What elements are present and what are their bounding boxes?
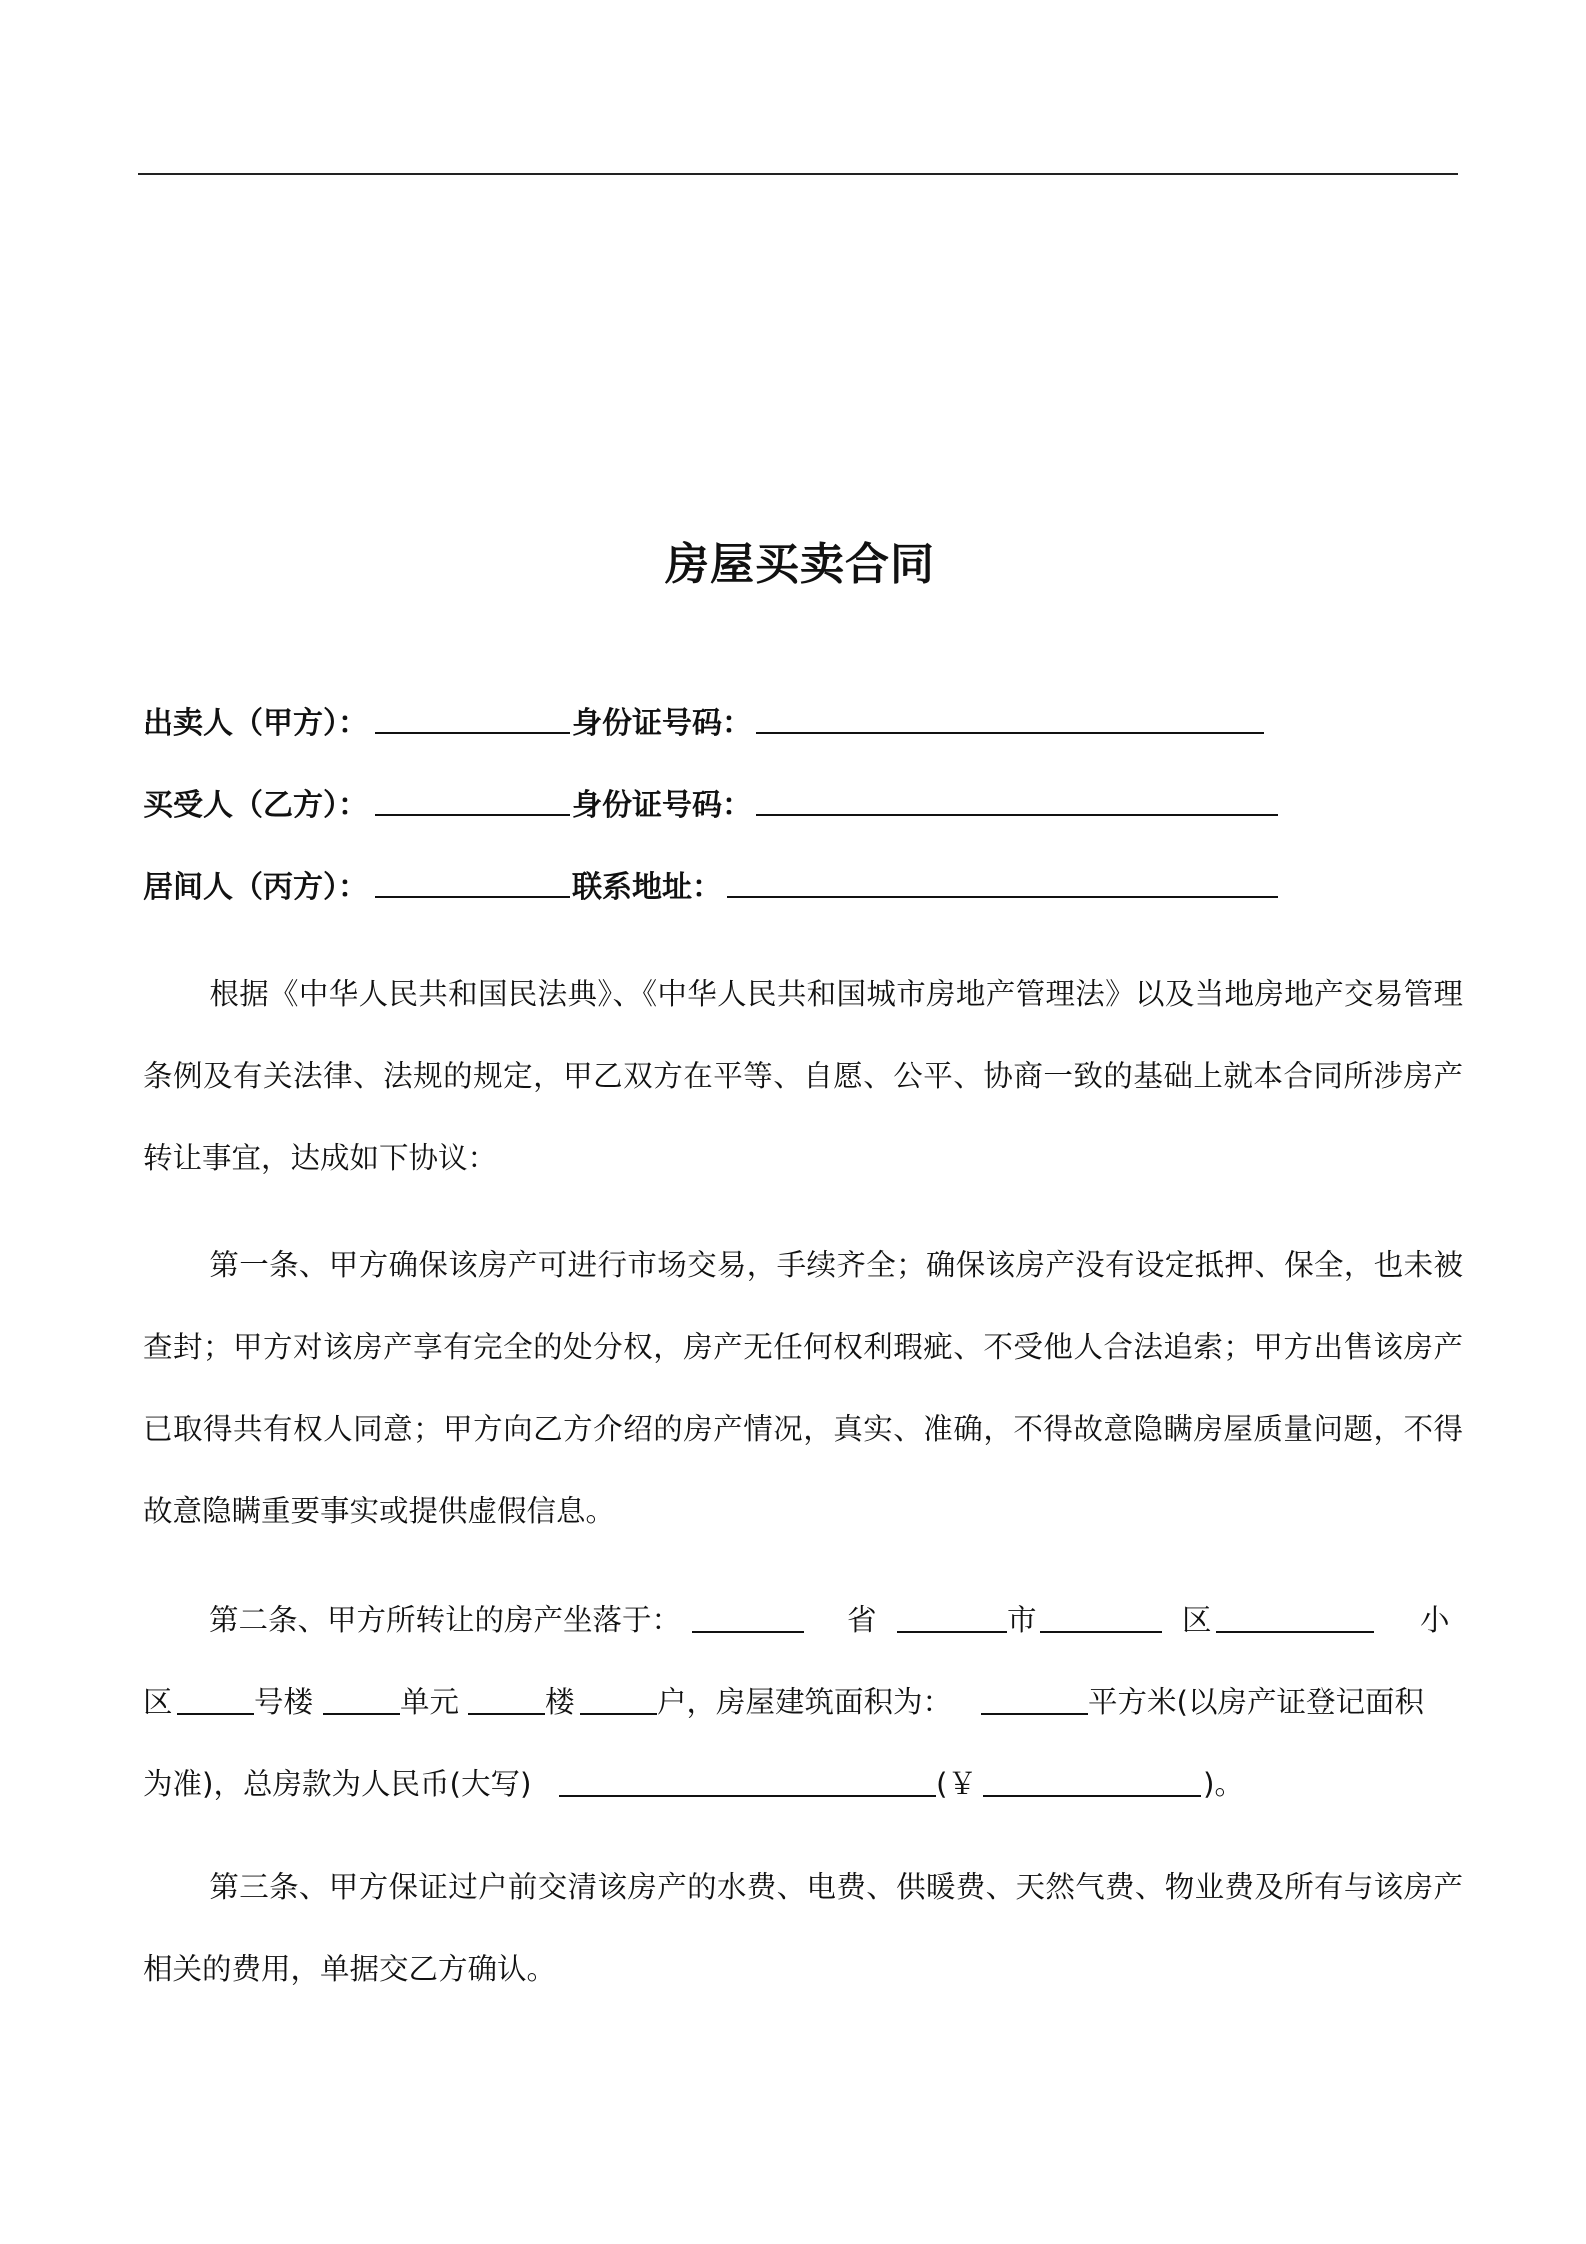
price-chinese-field[interactable]: [559, 1761, 936, 1797]
seller-label: 出卖人（甲方）：: [143, 706, 368, 741]
seller-id-field[interactable]: [756, 698, 1264, 734]
article-1-text: 第一条、甲方确保该房产可进行市场交易，手续齐全；确保该房产没有设定抵押、保全，也未被查封；甲方对该房产享有完全的处分权，房产无任何权利瑕疵、不受他人合法追索；甲方出售该房产已取得共有权人同意；甲方向乙方介绍的房产情况，真实、准确，不得故意隐瞒房屋质量问题，不得故意隐瞒重要事实或提供虚假信息。: [143, 1248, 1463, 1528]
household-field[interactable]: [580, 1679, 657, 1715]
unit-field[interactable]: [323, 1679, 400, 1715]
article-1-paragraph: [143, 1224, 1463, 1552]
floor-label: 楼: [545, 1685, 575, 1719]
price-label: 为准)，总房款为人民币(大写): [143, 1767, 532, 1801]
unit-label: 单元: [400, 1685, 460, 1719]
broker-address-field[interactable]: [727, 862, 1278, 898]
preamble-paragraph: [143, 953, 1463, 1199]
floor-field[interactable]: [468, 1679, 545, 1715]
header-rule: [138, 173, 1458, 175]
district-label: 区: [1182, 1603, 1212, 1637]
building-label: 号楼: [254, 1685, 314, 1719]
document-title: 房屋买卖合同: [665, 539, 935, 590]
building-field[interactable]: [177, 1679, 254, 1715]
buyer-name-field[interactable]: [375, 780, 570, 816]
seller-name-field[interactable]: [375, 698, 570, 734]
price-rmb-close: )。: [1203, 1767, 1245, 1801]
buyer-label: 买受人（乙方）：: [143, 788, 368, 823]
province-label: 省: [847, 1603, 877, 1637]
price-rmb-open: (￥: [936, 1767, 978, 1801]
community-field[interactable]: [1216, 1597, 1374, 1633]
broker-name-field[interactable]: [375, 862, 570, 898]
city-label: 市: [1007, 1603, 1037, 1637]
article-2-intro: 第二条、甲方所转让的房产坐落于：: [209, 1603, 682, 1637]
area-unit-label: 平方米(以房产证登记面积: [1088, 1685, 1425, 1719]
broker-label: 居间人（丙方）：: [143, 870, 368, 905]
seller-id-label: 身份证号码：: [572, 706, 752, 741]
district-field[interactable]: [1040, 1597, 1162, 1633]
household-label: 户，房屋建筑面积为：: [657, 1685, 953, 1719]
article-3-text: 第三条、甲方保证过户前交清该房产的水费、电费、供暖费、天然气费、物业费及所有与该房产相关的费用，单据交乙方确认。: [143, 1870, 1463, 1986]
area-field[interactable]: [981, 1679, 1088, 1715]
preamble-text: 根据《中华人民共和国民法典》、《中华人民共和国城市房地产管理法》以及当地房地产交易管理条例及有关法律、法规的规定，甲乙双方在平等、自愿、公平、协商一致的基础上就本合同所涉房产转让事宜，达成如下协议：: [143, 977, 1463, 1175]
buyer-id-label: 身份证号码：: [572, 788, 752, 823]
community-label-1: 小: [1420, 1603, 1450, 1637]
article-3-paragraph: [143, 1846, 1463, 2010]
price-number-field[interactable]: [983, 1761, 1201, 1797]
city-field[interactable]: [897, 1597, 1007, 1633]
broker-address-label: 联系地址：: [572, 870, 722, 905]
community-label-2: 区: [143, 1685, 173, 1719]
province-field[interactable]: [692, 1597, 804, 1633]
buyer-id-field[interactable]: [756, 780, 1278, 816]
